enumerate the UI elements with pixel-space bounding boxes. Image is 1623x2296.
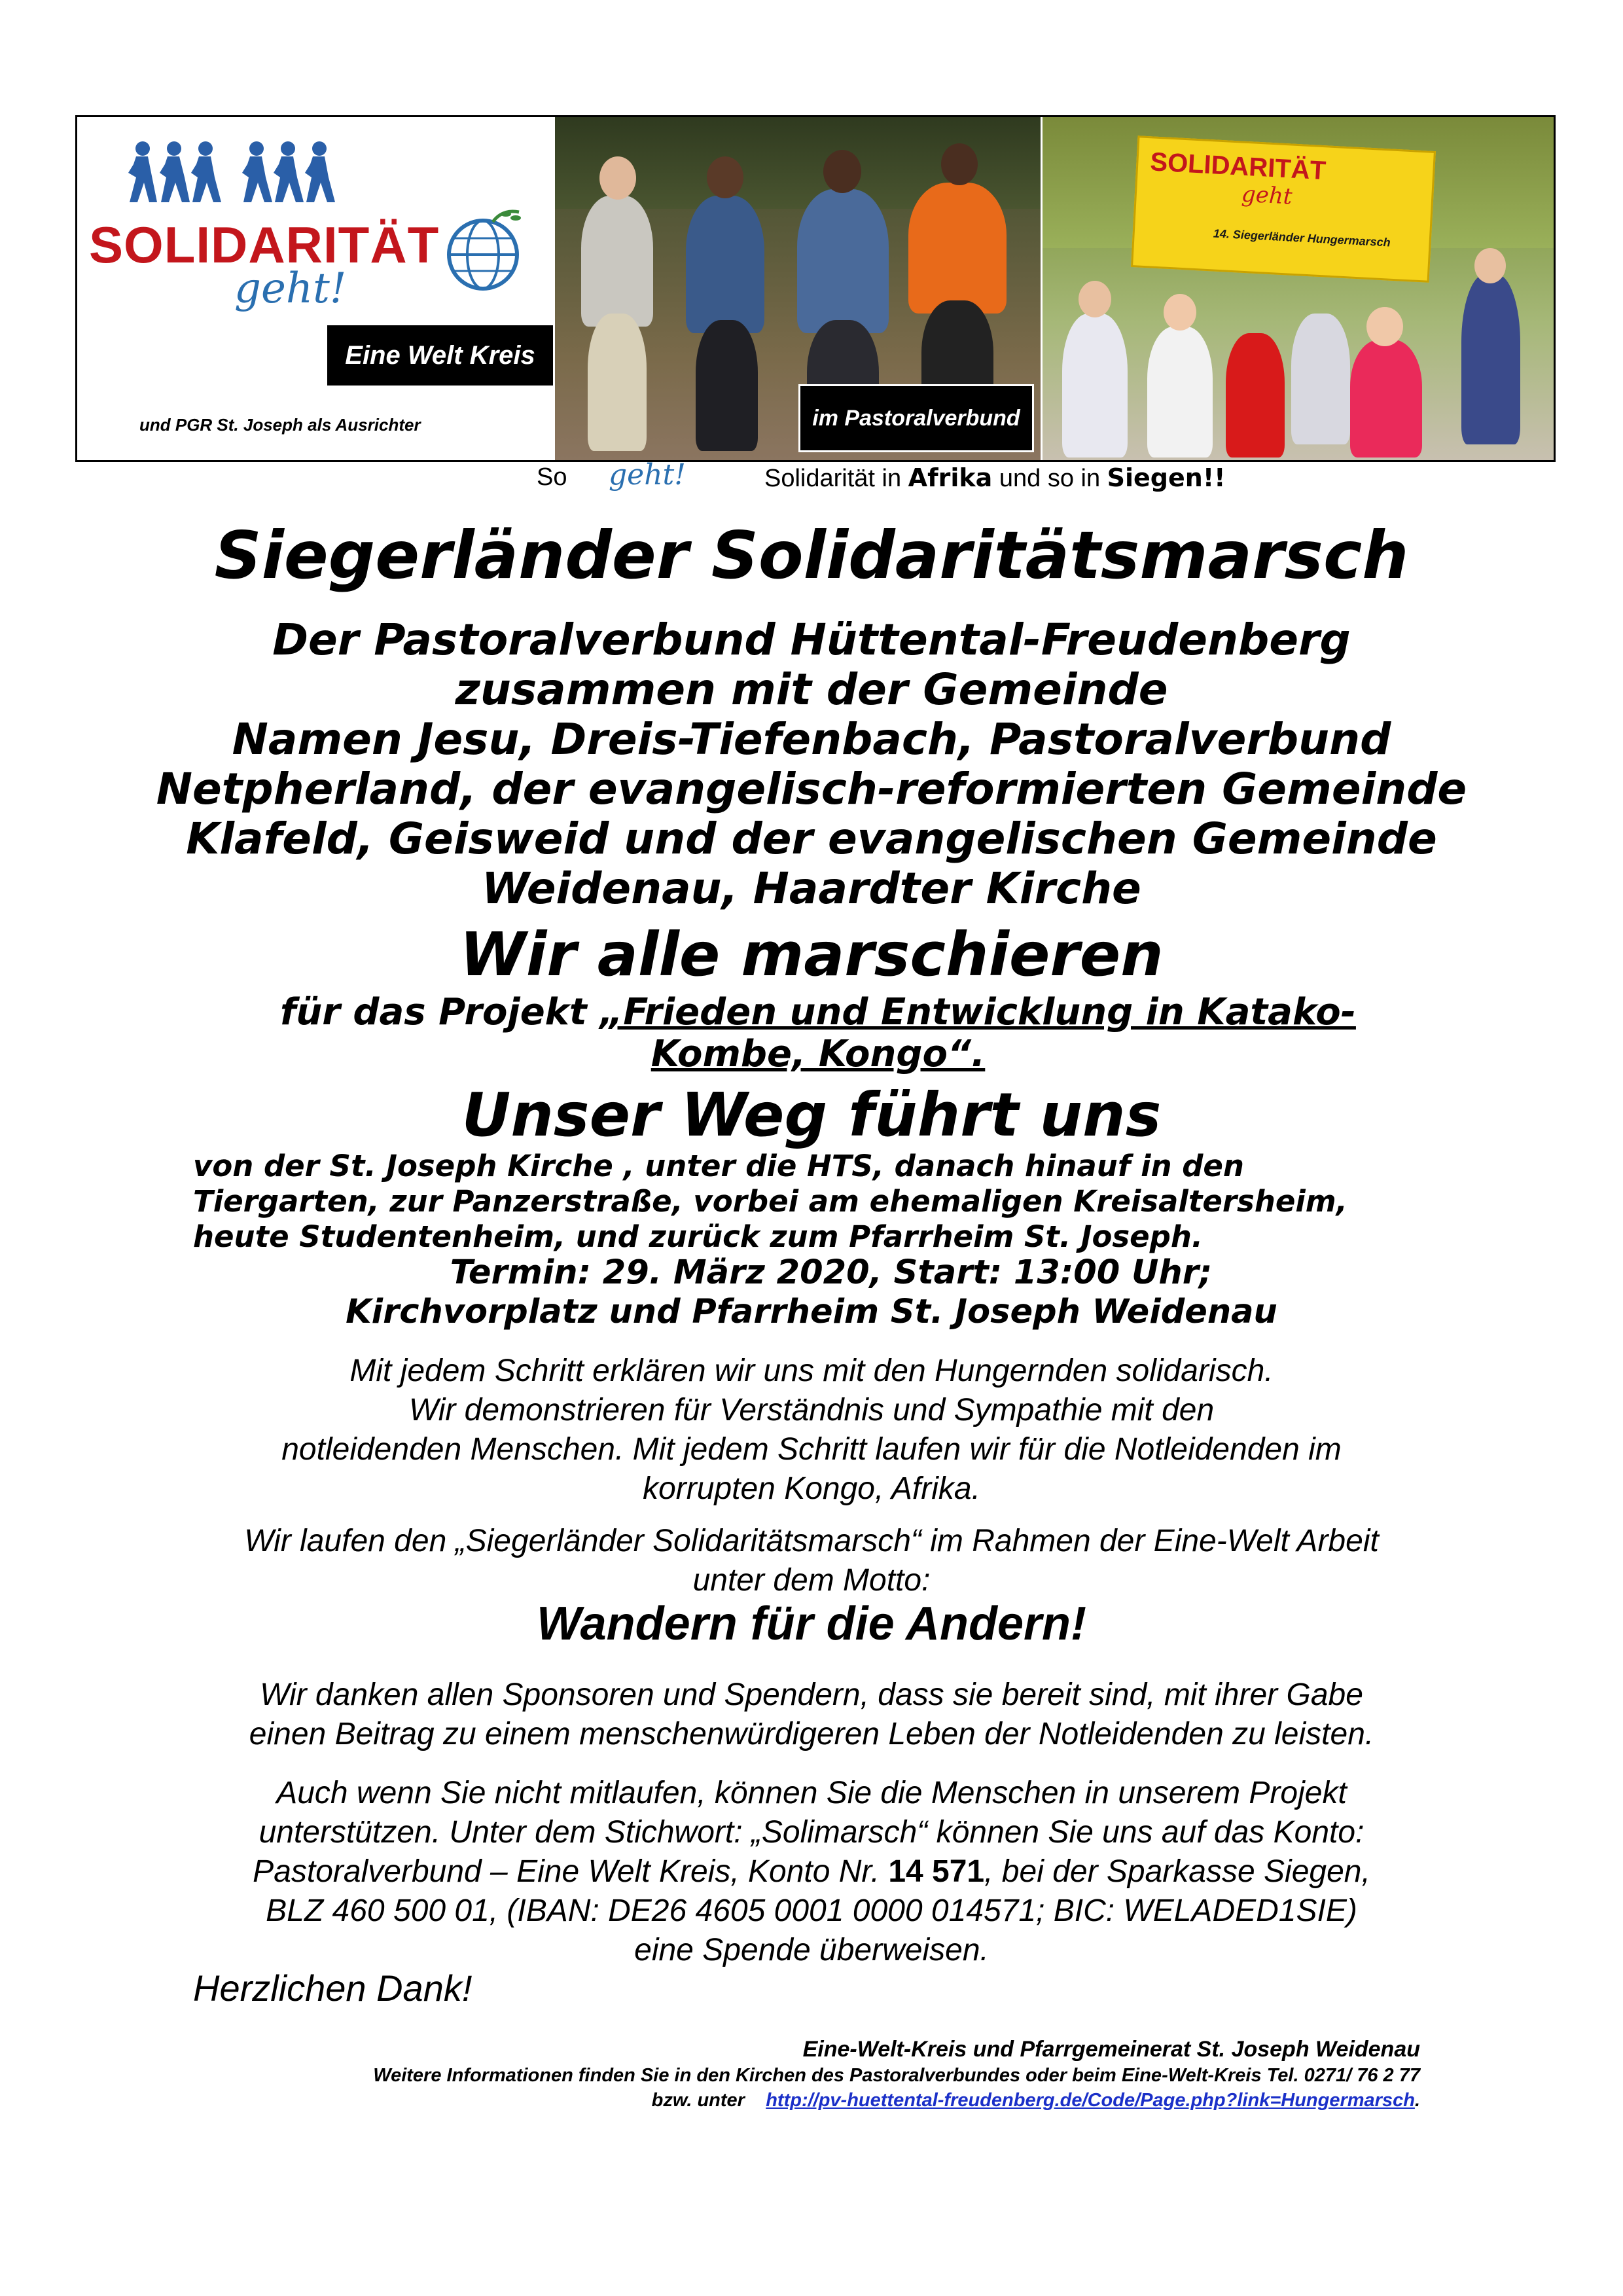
footer-block	[46, 2036, 1420, 2113]
person-figure	[1062, 314, 1128, 457]
footer-link-line	[46, 2088, 1420, 2113]
person-figure	[797, 189, 889, 333]
text-line: Wir demonstrieren für Verständnis und Sympathie mit den	[408, 1393, 1215, 1427]
person-head	[1164, 294, 1196, 331]
organizer-line: Namen Jesu, Dreis-Tiefenbach, Pastoralverbund	[232, 714, 1391, 764]
organizer-line: Netpherland, der evangelisch-reformierten Gemeinde	[156, 764, 1467, 814]
pastoralverbund-label: im Pastoralverbund	[798, 384, 1034, 452]
route-description	[193, 1149, 1436, 1255]
unser-weg-heading: Unser Weg führt uns	[461, 1080, 1162, 1150]
tagline-part2: und so in	[992, 465, 1107, 492]
text-line: Auch wenn Sie nicht mitlaufen, können Sie die Menschen in unserem Projekt	[276, 1776, 1347, 1810]
logo-geht-script: geht!	[234, 264, 347, 313]
person-figure	[908, 183, 1007, 314]
page-title: Siegerländer Solidaritätsmarsch	[214, 517, 1409, 594]
person-head	[599, 156, 636, 200]
termin-location: Kirchvorplatz und Pfarrheim St. Joseph Weidenau	[346, 1293, 1277, 1331]
person-figure	[1350, 340, 1422, 457]
ausrichter-note: und PGR St. Joseph als Ausrichter	[139, 415, 421, 435]
marching-figures-icon	[116, 137, 352, 209]
photo-siegen-march	[1043, 117, 1554, 460]
text-line: notleidenden Menschen. Mit jedem Schritt laufen wir für die Notleidenden im	[281, 1432, 1342, 1467]
person-head	[1079, 281, 1111, 317]
photo-africa-march	[555, 117, 1041, 460]
organizer-line: Weidenau, Haardter Kirche	[482, 863, 1141, 914]
paragraph-thanks-sponsors	[131, 1676, 1492, 1754]
footer-info: Weitere Informationen finden Sie in den Kirchen des Pastoralverbundes oder beim Eine-Welt-Kreis Tel. 0271/ 76 2 77	[373, 2065, 1420, 2086]
wir-alle-heading: Wir alle marschieren	[459, 920, 1164, 990]
organizer-line: Klafeld, Geisweid und der evangelischen Gemeinde	[186, 814, 1437, 864]
tagline-part1: Solidarität in	[764, 465, 908, 492]
organizers-block	[131, 615, 1492, 914]
paragraph-donation	[131, 1774, 1492, 1970]
tagline-geht-script: geht!	[609, 458, 686, 492]
banner-sign-wordmark: SOLIDARITÄT	[1149, 147, 1327, 186]
account-number: 14 571	[888, 1854, 985, 1889]
person-figure	[1291, 314, 1350, 444]
termin-block	[0, 1253, 1623, 1332]
person-figure	[1147, 327, 1213, 457]
project-name-1: „Frieden und Entwicklung in Katako-	[599, 991, 1356, 1033]
footer-organizer: Eine-Welt-Kreis und Pfarrgemeinerat St. Joseph Weidenau	[802, 2037, 1420, 2062]
header-banner	[75, 115, 1556, 462]
person-head	[823, 150, 861, 193]
person-head	[941, 143, 978, 185]
person-head	[707, 156, 743, 198]
text-line: eine Spende überweisen.	[634, 1933, 989, 1967]
bank-details: BLZ 460 500 01, (IBAN: DE26 4605 0001 0000 014571; BIC: WELADED1SIE)	[266, 1893, 1357, 1928]
yellow-banner-sign	[1131, 135, 1436, 283]
text-line: Wir danken allen Sponsoren und Spendern, dass sie bereit sind, mit ihrer Gabe	[260, 1677, 1363, 1712]
paragraph-motto-intro	[131, 1522, 1492, 1600]
text-line	[131, 1852, 1492, 1892]
text-line: unterstützen. Unter dem Stichwort: „Solimarsch“ können Sie uns auf das Konto:	[259, 1815, 1364, 1850]
person-figure	[1226, 333, 1285, 457]
organizer-line: Der Pastoralverbund Hüttental-Freudenberg	[272, 615, 1351, 665]
text-span: Pastoralverbund – Eine Welt Kreis, Konto Nr.	[253, 1854, 889, 1889]
termin-date: Termin: 29. März 2020, Start: 13:00 Uhr;	[450, 1253, 1213, 1292]
eine-welt-kreis-label: Eine Welt Kreis	[327, 325, 553, 386]
route-line: von der St. Joseph Kirche , unter die HTS, danach hinauf in den	[193, 1149, 1244, 1183]
text-line: korrupten Kongo, Afrika.	[643, 1471, 980, 1506]
text-line: Wir laufen den „Siegerländer Solidaritätsmarsch“ im Rahmen der Eine-Welt Arbeit	[244, 1524, 1379, 1558]
footer-link-prefix: bzw. unter	[651, 2090, 766, 2111]
organizer-line: zusammen mit der Gemeinde	[455, 664, 1168, 715]
person-figure	[696, 320, 758, 451]
logo-panel	[77, 117, 553, 460]
tagline-afrika: Afrika	[908, 463, 993, 492]
project-line	[196, 992, 1440, 1075]
footer-link-suffix: .	[1414, 2090, 1420, 2111]
project-prefix: für das Projekt	[280, 991, 600, 1033]
tagline-so: So	[537, 463, 567, 491]
banner-sign-geht: geht	[1241, 181, 1293, 210]
text-span: , bei der Sparkasse Siegen,	[984, 1854, 1370, 1889]
hungermarsch-link[interactable]: http://pv-huettental-freudenberg.de/Code/Page.php?link=Hungermarsch	[766, 2090, 1415, 2111]
motto-heading: Wandern für die Andern!	[536, 1598, 1087, 1650]
tagline-text	[764, 463, 1226, 493]
person-figure	[588, 314, 647, 451]
paragraph-solidarity	[131, 1352, 1492, 1509]
person-head	[1474, 248, 1506, 283]
globe-icon	[440, 209, 526, 294]
person-head	[1366, 307, 1403, 346]
closing-thanks: Herzlichen Dank!	[193, 1967, 473, 2009]
text-line: einen Beitrag zu einem menschenwürdigeren Leben der Notleidenden zu leisten.	[249, 1717, 1374, 1751]
text-line: Mit jedem Schritt erklären wir uns mit den Hungernden solidarisch.	[349, 1354, 1274, 1388]
person-figure	[1461, 274, 1520, 444]
person-figure	[686, 196, 764, 333]
person-figure	[581, 196, 653, 327]
text-line: unter dem Motto:	[692, 1563, 931, 1598]
tagline-siegen: Siegen!!	[1107, 463, 1226, 492]
route-line: heute Studentenheim, und zurück zum Pfarrheim St. Joseph.	[193, 1219, 1204, 1254]
route-line: Tiergarten, zur Panzerstraße, vorbei am ehemaligen Kreisaltersheim,	[193, 1184, 1347, 1219]
banner-sign-subtitle: 14. Siegerländer Hungermarsch	[1213, 226, 1391, 249]
project-name-2: Kombe, Kongo“.	[651, 1033, 986, 1075]
logo-wordmark: SOLIDARITÄT	[89, 216, 440, 274]
